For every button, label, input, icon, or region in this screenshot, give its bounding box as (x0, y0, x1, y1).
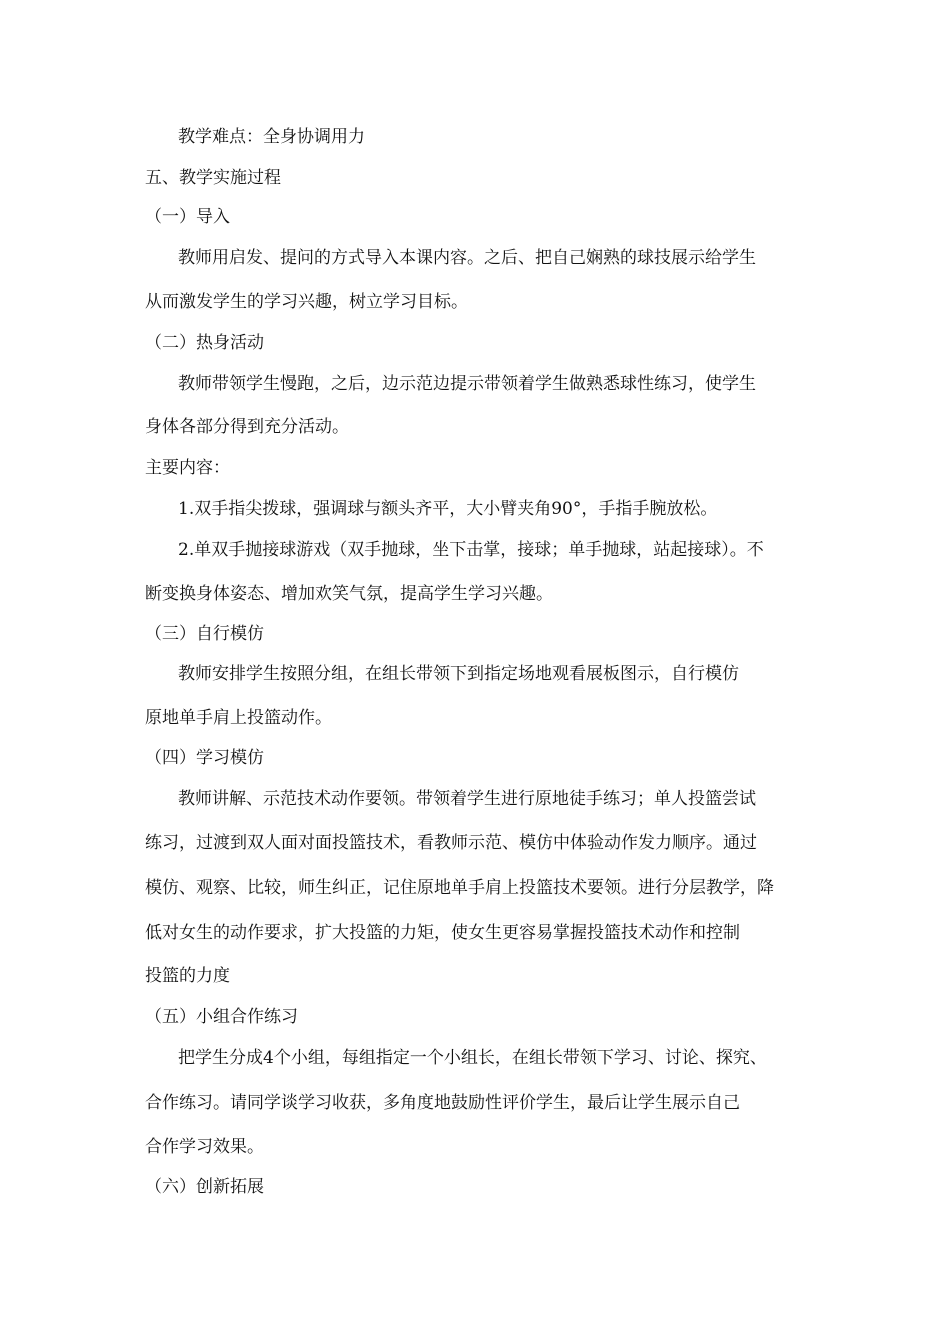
paragraph-line: 教师用启发、提问的方式导入本课内容。之后、把自己娴熟的球技展示给学生 (178, 248, 756, 268)
section-heading: 五、教学实施过程 (145, 168, 281, 188)
subsection-heading: （四）学习模仿 (145, 748, 264, 768)
paragraph-line: 教学难点：全身协调用力 (178, 127, 365, 147)
subsection-heading: （三）自行模仿 (145, 624, 264, 644)
paragraph-line: 合作练习。请同学谈学习收获，多角度地鼓励性评价学生，最后让学生展示自己 (145, 1093, 740, 1113)
list-item: 2.单双手抛接球游戏（双手抛球，坐下击掌，接球；单手抛球，站起接球）。不 (178, 540, 764, 560)
paragraph-line: 模仿、观察、比较，师生纠正，记住原地单手肩上投篮技术要领。进行分层教学，降 (145, 878, 774, 898)
paragraph-line: 低对女生的动作要求，扩大投篮的力矩，使女生更容易掌握投篮技术动作和控制 (145, 923, 740, 943)
paragraph-line: 断变换身体姿态、增加欢笑气氛，提高学生学习兴趣。 (145, 584, 553, 604)
paragraph-line: 练习，过渡到双人面对面投篮技术，看教师示范、模仿中体验动作发力顺序。通过 (145, 833, 757, 853)
paragraph-line: 主要内容： (145, 458, 230, 478)
subsection-heading: （一）导入 (145, 207, 230, 227)
paragraph-line: 教师安排学生按照分组，在组长带领下到指定场地观看展板图示，自行模仿 (178, 664, 739, 684)
paragraph-line: 合作学习效果。 (145, 1137, 264, 1157)
list-item: 1.双手指尖拨球，强调球与额头齐平，大小臂夹角90°，手指手腕放松。 (178, 499, 718, 519)
subsection-heading: （五）小组合作练习 (145, 1007, 298, 1027)
paragraph-line: 身体各部分得到充分活动。 (145, 417, 349, 437)
paragraph-line: 把学生分成4个小组，每组指定一个小组长，在组长带领下学习、讨论、探究、 (178, 1048, 767, 1068)
paragraph-line: 投篮的力度 (145, 966, 230, 986)
subsection-heading: （六）创新拓展 (145, 1177, 264, 1197)
subsection-heading: （二）热身活动 (145, 333, 264, 353)
paragraph-line: 教师带领学生慢跑，之后，边示范边提示带领着学生做熟悉球性练习，使学生 (178, 374, 756, 394)
paragraph-line: 从而激发学生的学习兴趣，树立学习目标。 (145, 292, 468, 312)
paragraph-line: 原地单手肩上投篮动作。 (145, 708, 332, 728)
paragraph-line: 教师讲解、示范技术动作要领。带领着学生进行原地徒手练习；单人投篮尝试 (178, 789, 756, 809)
